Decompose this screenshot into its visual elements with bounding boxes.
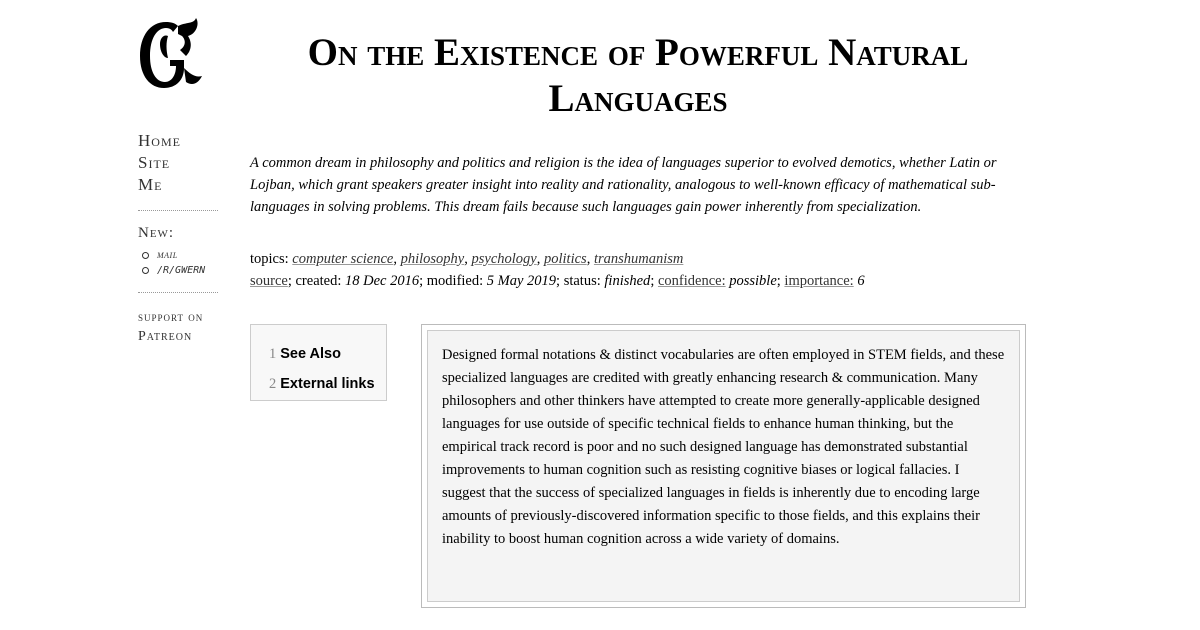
nav-site-link[interactable]: Site	[138, 153, 171, 172]
sidebar	[138, 130, 218, 346]
toc-item-see-also[interactable]	[269, 339, 386, 369]
new-heading: New:	[138, 225, 175, 241]
support-text	[138, 307, 218, 346]
abstract-box	[421, 324, 1026, 608]
toc-label: See Also	[280, 346, 341, 362]
toc-item-external-links[interactable]	[269, 369, 386, 399]
patreon-link[interactable]: Patreon	[138, 329, 193, 344]
toc-number: 2	[269, 376, 277, 392]
topic-link-psychology[interactable]: psychology	[471, 251, 537, 267]
topics-label: topics:	[250, 251, 289, 267]
toc-label: External links	[280, 376, 375, 392]
topic-link-transhumanism[interactable]: transhumanism	[593, 251, 684, 267]
list-item	[142, 248, 218, 263]
new-links-list	[138, 248, 218, 278]
bullet-icon	[142, 252, 149, 259]
abstract-text: Designed formal notations & distinct vocabularies are often employed in STEM fields, and these specialized languages are credited with greatly enhancing research & communication. Many philosophers and other thinkers have attempted to create more generally-applicable designed languages for use outside of specific technical fields to enhance human thinking, but the empirical track record is poor and no such designed language has demonstrated substantial improvements to human cognition such as resisting cognitive biases or logical fallacies. I suggest that the success of specialized languages in fields is inherently due to encoding large amounts of previously-discovered information specific to those fields, and this explains their inability to boost human cognition across a wide variety of domains.	[427, 330, 1020, 602]
site-nav	[138, 130, 218, 196]
importance-link[interactable]: importance:	[784, 273, 854, 289]
status-value: finished	[604, 273, 651, 289]
page-description: A common dream in philosophy and politics and religion is the idea of languages superior to evolved demotics, whether Latin or Lojban, which grant speakers greater insight into reality and rationality, analogous to well-known efficacy of mathematical sub-languages in solving problems. This dream fails because such languages gain power inherently from specialization.	[250, 155, 997, 215]
page-title: On the Existence of Powerful Natural Languages	[307, 31, 969, 120]
source-link[interactable]: source	[250, 273, 288, 289]
topic-link-computer-science[interactable]: computer science	[292, 251, 394, 267]
status-line: source; created: 18 Dec 2016; modified: 5 May 2019; status: finished; confidence: possible; importance: 6	[250, 273, 865, 289]
sidebar-divider	[138, 292, 218, 293]
table-of-contents	[250, 324, 387, 401]
confidence-value: possible	[729, 273, 777, 289]
nav-home-link[interactable]: Home	[138, 131, 181, 150]
modified-date: 5 May 2019	[486, 273, 557, 289]
sidebar-divider	[138, 210, 218, 211]
topic-link-politics[interactable]: politics	[543, 251, 587, 267]
modified-label: ; modified:	[419, 273, 487, 289]
topics-line: topics: computer science, philosophy, psychology, politics, transhumanism	[250, 251, 684, 267]
list-item	[142, 263, 218, 278]
nav-me-link[interactable]: Me	[138, 175, 163, 194]
page-metadata	[250, 248, 1010, 292]
bullet-icon	[142, 267, 149, 274]
subreddit-link[interactable]: /R/GWERN	[157, 265, 206, 276]
confidence-link[interactable]: confidence:	[657, 273, 726, 289]
support-label: support on	[138, 309, 204, 324]
gwern-logo-icon[interactable]	[136, 14, 204, 94]
created-date: 18 Dec 2016	[345, 273, 420, 289]
mail-link[interactable]: mail	[157, 249, 178, 261]
status-label: ; status:	[556, 273, 605, 289]
created-label: ; created:	[287, 273, 346, 289]
importance-value: 6	[857, 273, 865, 289]
toc-number: 1	[269, 346, 277, 362]
topic-link-philosophy[interactable]: philosophy	[400, 251, 465, 267]
